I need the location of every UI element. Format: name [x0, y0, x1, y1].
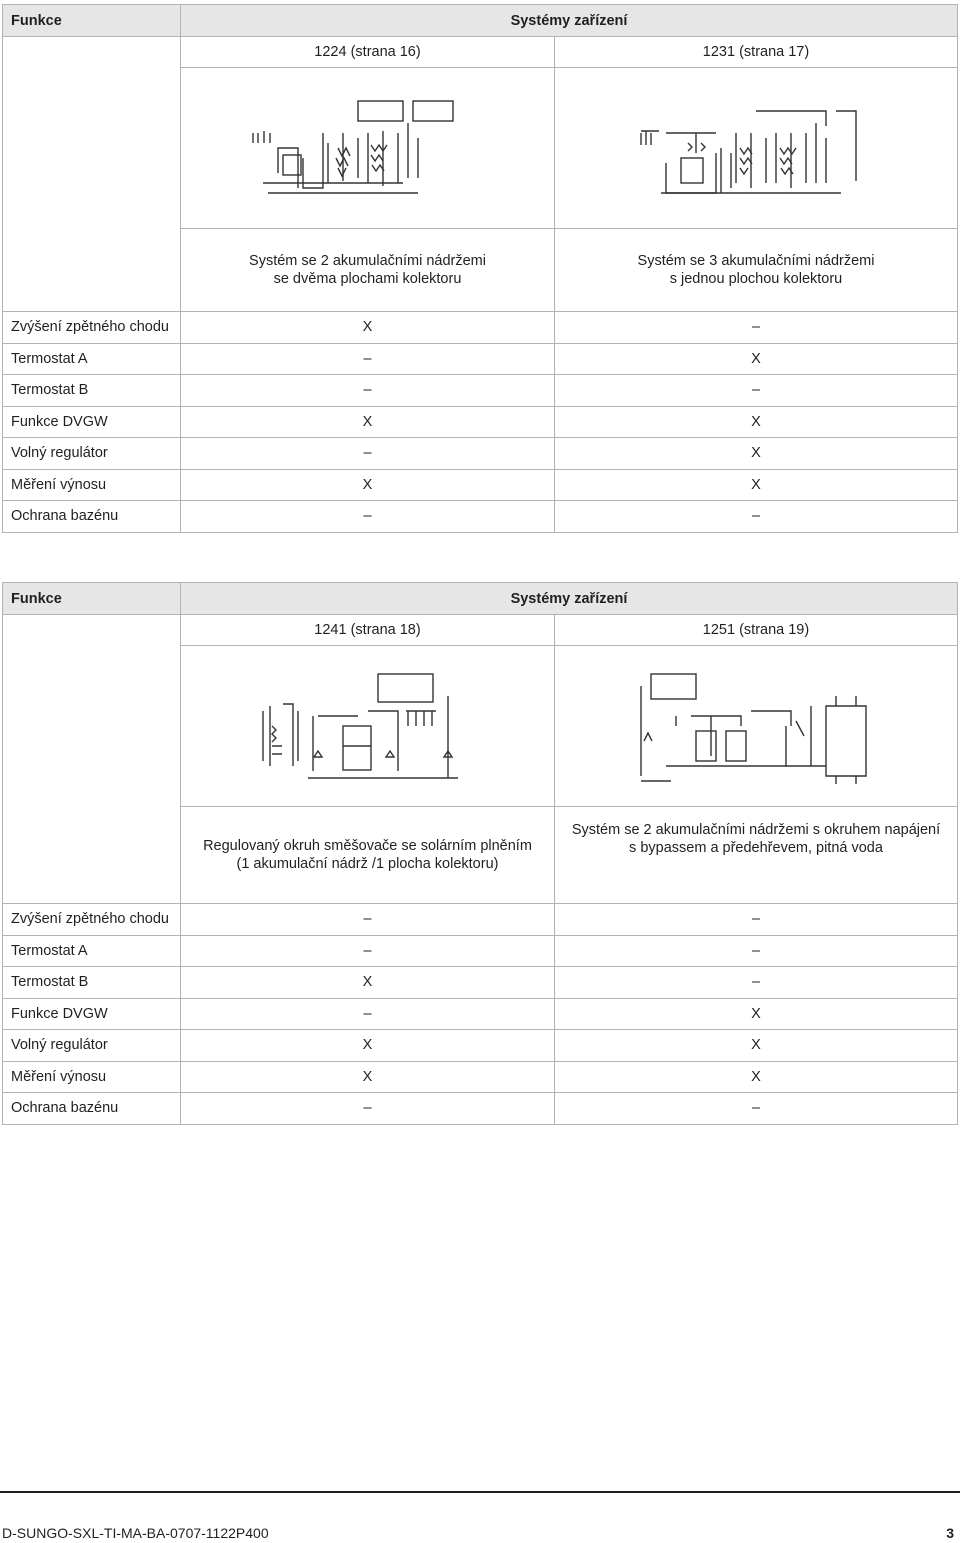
header-systems: Systémy zařízení	[181, 583, 958, 615]
function-label: Funkce DVGW	[3, 998, 181, 1030]
value-cell: X	[555, 406, 958, 438]
schematic-diagram-1251	[636, 666, 876, 786]
blank-cell	[3, 37, 181, 312]
function-label: Volný regulátor	[3, 438, 181, 470]
system-diagram-1251	[555, 646, 958, 807]
value-cell: –	[181, 343, 555, 375]
value-cell: –	[181, 438, 555, 470]
system-title-1241: 1241 (strana 18)	[181, 615, 555, 646]
description-line: (1 akumulační nádrž /1 plocha kolektoru)	[236, 856, 499, 872]
function-label: Termostat A	[3, 935, 181, 967]
value-cell: –	[555, 375, 958, 407]
table-row	[3, 375, 958, 407]
description-line: Regulovaný okruh směšovače se solárním plněním	[203, 838, 532, 854]
value-cell: X	[555, 1061, 958, 1093]
value-cell: –	[181, 904, 555, 936]
value-cell: –	[555, 1093, 958, 1125]
table-row	[3, 935, 958, 967]
schematic-diagram-1224	[248, 93, 488, 203]
value-cell: X	[555, 469, 958, 501]
table-row	[3, 967, 958, 999]
blank-cell	[3, 615, 181, 904]
footer-divider	[0, 1491, 960, 1493]
value-cell: X	[555, 998, 958, 1030]
value-cell: X	[555, 343, 958, 375]
document-code: D-SUNGO-SXL-TI-MA-BA-0707-1122P400	[2, 1525, 269, 1541]
table-row	[3, 406, 958, 438]
function-label: Termostat B	[3, 967, 181, 999]
header-function: Funkce	[3, 583, 181, 615]
value-cell: –	[555, 935, 958, 967]
table-row	[3, 1061, 958, 1093]
function-label: Měření výnosu	[3, 1061, 181, 1093]
value-cell: X	[181, 312, 555, 344]
system-title-1224: 1224 (strana 16)	[181, 37, 555, 68]
value-cell: X	[555, 438, 958, 470]
function-label: Volný regulátor	[3, 1030, 181, 1062]
value-cell: X	[181, 406, 555, 438]
table-row	[3, 343, 958, 375]
table-row	[3, 904, 958, 936]
description-line: Systém se 2 akumulačními nádržemi s okruhem napájení	[571, 822, 941, 838]
description-line: s bypassem a předehřevem, pitná voda	[629, 840, 883, 856]
function-label: Termostat B	[3, 375, 181, 407]
function-label: Ochrana bazénu	[3, 1093, 181, 1125]
function-label: Zvýšení zpětného chodu	[3, 904, 181, 936]
description-line: Systém se 3 akumulačními nádržemi	[637, 253, 875, 269]
header-systems: Systémy zařízení	[181, 5, 958, 37]
page-number: 3	[946, 1525, 954, 1541]
function-label: Zvýšení zpětného chodu	[3, 312, 181, 344]
system-description-1251	[555, 807, 958, 904]
value-cell: X	[181, 967, 555, 999]
table-row	[3, 312, 958, 344]
schematic-diagram-1241	[258, 666, 478, 786]
system-description-1224	[181, 229, 555, 312]
function-label: Ochrana bazénu	[3, 501, 181, 533]
function-label: Měření výnosu	[3, 469, 181, 501]
value-cell: –	[181, 998, 555, 1030]
system-title-1251: 1251 (strana 19)	[555, 615, 958, 646]
description-line: se dvěma plochami kolektoru	[273, 271, 462, 287]
table-row	[3, 998, 958, 1030]
schematic-diagram-1231	[636, 93, 876, 203]
table-row	[3, 469, 958, 501]
table-row	[3, 501, 958, 533]
system-diagram-1241	[181, 646, 555, 807]
value-cell: X	[555, 1030, 958, 1062]
function-label: Funkce DVGW	[3, 406, 181, 438]
system-title-1231: 1231 (strana 17)	[555, 37, 958, 68]
system-description-1241	[181, 807, 555, 904]
value-cell: –	[181, 935, 555, 967]
value-cell: X	[181, 1061, 555, 1093]
value-cell: –	[555, 501, 958, 533]
table-row	[3, 1093, 958, 1125]
function-label: Termostat A	[3, 343, 181, 375]
value-cell: –	[181, 501, 555, 533]
description-line: s jednou plochou kolektoru	[669, 271, 843, 287]
value-cell: X	[181, 1030, 555, 1062]
system-diagram-1231	[555, 68, 958, 229]
header-function: Funkce	[3, 5, 181, 37]
value-cell: –	[555, 967, 958, 999]
functions-table-2	[2, 582, 958, 1125]
system-diagram-1224	[181, 68, 555, 229]
table-row	[3, 438, 958, 470]
table-row	[3, 1030, 958, 1062]
value-cell: –	[181, 375, 555, 407]
value-cell: –	[555, 312, 958, 344]
value-cell: –	[181, 1093, 555, 1125]
system-description-1231	[555, 229, 958, 312]
value-cell: –	[555, 904, 958, 936]
description-line: Systém se 2 akumulačními nádržemi	[249, 253, 486, 269]
value-cell: X	[181, 469, 555, 501]
functions-table-1	[2, 4, 958, 533]
